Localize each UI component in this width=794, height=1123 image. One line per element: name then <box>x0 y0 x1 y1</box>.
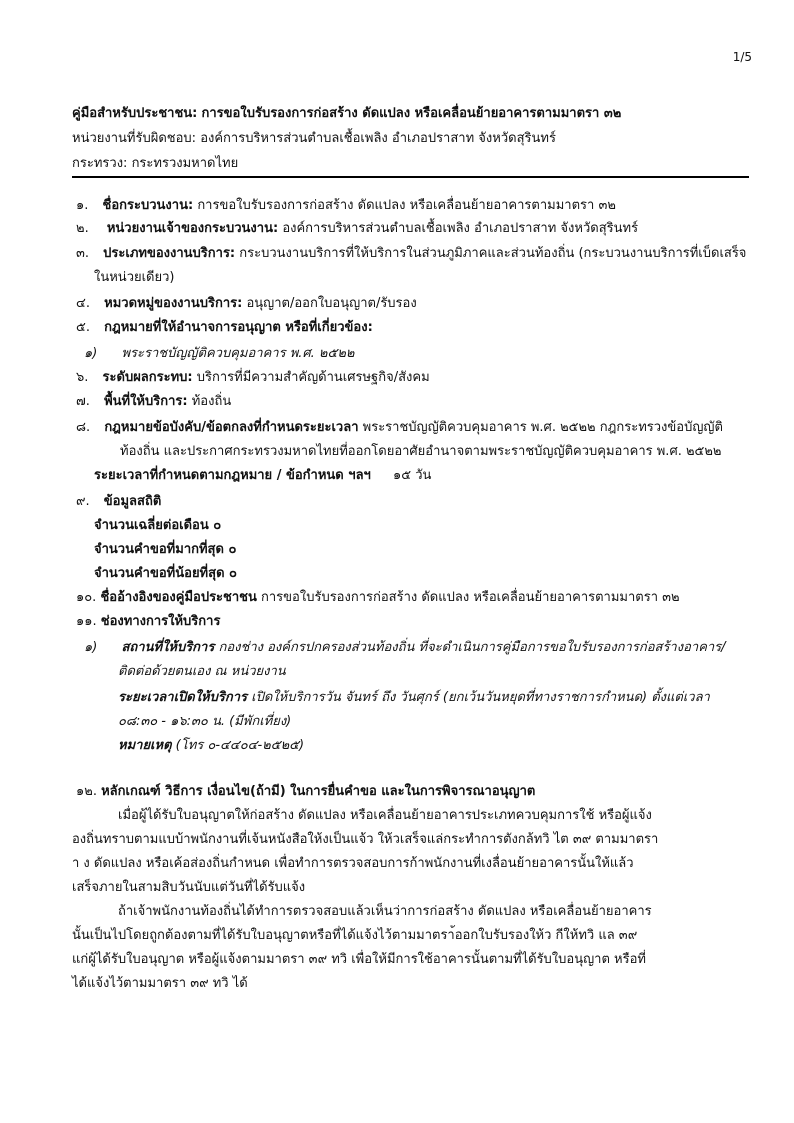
period-label: ระยะเวลาที่กำหนดตามกฎหมาย / ข้อกำหนด ฯลฯ <box>94 468 371 483</box>
criteria-paragraph-2-line-2: นั้นเป็นไปโดยถูกต้องตามที่ได้รับใบอนุญาตหรือที่ได้แจ้งไว้ตามมาตรา้ออกใบรับรองให้ว กีให้ทวิ แล ๓๙ <box>72 928 638 943</box>
item-label: ประเภทของงานบริการ: <box>103 246 236 261</box>
item-label: กฎหมายข้อบังคับ/ข้อตกลงที่กำหนดระยะเวลา <box>104 420 359 435</box>
item-legal-authority <box>76 320 373 336</box>
item-label: หลักเกณฑ์ วิธีการ เงื่อนไข(ถ้ามี) ในการยื่นคำขอ และในการพิจารณาอนุญาต <box>101 784 536 799</box>
channel-hours-cont: ๐๘:๓๐ - ๑๖:๓๐ น. (มีพักเที่ยง) <box>118 714 292 729</box>
criteria-paragraph-1-line-1: เมื่อผู้ได้รับใบอนุญาตให้ก่อสร้าง ดัดแปลง หรือเคลื่อนย้ายอาคารประเภทควบคุมการใช้ หรือผู้แจ้ง <box>118 808 652 823</box>
item-number: ๘. <box>76 420 91 435</box>
item-regulation-period <box>94 468 431 484</box>
ministry-text: กระทรวงมหาดไทย <box>131 156 239 171</box>
sub-text: พระราชบัญญัติควบคุมอาคาร พ.ศ. ๒๕๒๒ <box>121 346 355 361</box>
stat-average: จำนวนเฉลี่ยต่อเดือน ๐ <box>94 518 222 533</box>
item-text: การขอใบรับรองการก่อสร้าง ดัดแปลง หรือเคลื่อนย้ายอาคารตามมาตรา ๓๒ <box>261 590 680 605</box>
item-owner-agency <box>76 221 638 237</box>
document-header <box>72 101 752 176</box>
item-label: ช่องทางการให้บริการ <box>100 614 221 629</box>
criteria-paragraph-1-line-2: องถิ่นทราบตามแบบ้าพนักงานที่เจ้นหนังสือให้งเป็นแจ้ว ให้วเสร็จแล่กระทำการตังกล้ทวิ ไต ๓๙ ตามมาตรา <box>72 832 659 847</box>
item-number: ๒. <box>76 221 89 236</box>
sub-number: ๑) <box>84 640 98 655</box>
item-number: ๕. <box>76 320 90 335</box>
item-text: ท้องถิ่น <box>191 394 232 409</box>
item-impact-level <box>76 370 430 386</box>
item-label: ชื่อกระบวนงาน: <box>102 198 194 213</box>
item-number: ๑๐. <box>76 590 97 605</box>
item-statistics <box>76 494 161 510</box>
period-value: ๑๕ วัน <box>392 468 432 483</box>
item-criteria <box>76 784 535 800</box>
stat-max: จำนวนคำขอที่มากที่สุด ๐ <box>94 542 237 557</box>
agency-text: องค์การบริหารส่วนตำบลเชื้อเพลิง อำเภอปราสาท จังหวัดสุรินทร์ <box>200 131 556 146</box>
item-regulation <box>76 420 723 436</box>
item-service-category <box>76 296 417 312</box>
item-label: กฎหมายที่ให้อำนาจการอนุญาต หรือที่เกี่ยวข้อง: <box>104 320 373 335</box>
item-regulation-cont: ท้องถิ่น และประกาศกระทรวงมหาดไทยที่ออกโดยอาศัยอำนาจตามพระราชบัญญัติควบคุมอาคาร พ.ศ. ๒๕๒๒ <box>120 444 722 459</box>
criteria-paragraph-2-line-4: ได้แจ้งไว้ตามมาตรา ๓๙ ทวิ ได้ <box>72 976 248 991</box>
channel-hours <box>118 690 710 706</box>
agency-label: หน่วยงานที่รับผิดชอบ: <box>72 131 197 146</box>
item-number: ๖. <box>76 370 89 385</box>
location-label: สถานที่ให้บริการ <box>121 640 215 655</box>
stat-min: จำนวนคำขอที่น้อยที่สุด ๐ <box>94 566 237 581</box>
item-number: ๔. <box>76 296 90 311</box>
item-service-channel <box>76 614 220 630</box>
criteria-paragraph-2-line-3: แก่ผู้ได้รับใบอนุญาต หรือผู้แจ้งตามมาตรา ๓๙ ทวิ เพื่อให้มีการใช้อาคารนั้นตามที่ได้รับใบอนุญาต หรือที่ <box>72 952 646 967</box>
channel-location <box>84 640 726 656</box>
item-text: บริการที่มีความสำคัญด้านเศรษฐกิจ/สังคม <box>196 370 430 385</box>
sub-number: ๑) <box>84 346 98 361</box>
hours-text: เปิดให้บริการวัน จันทร์ ถึง วันศุกร์ (ยกเว้นวันหยุดที่ทางราชการกำหนด) ตั้งแต่เวลา <box>251 690 710 705</box>
item-label: ข้อมูลสถิติ <box>103 494 162 509</box>
item-label: ชื่ออ้างอิงของคู่มือประชาชน <box>100 590 257 605</box>
ministry <box>72 151 752 176</box>
item-text: องค์การบริหารส่วนตำบลเชื้อเพลิง อำเภอปราสาท จังหวัดสุรินทร์ <box>282 221 639 236</box>
item-service-type-cont: ในหน่วยเดียว) <box>94 270 175 285</box>
item-label: หน่วยงานเจ้าของกระบวนงาน: <box>106 221 279 236</box>
item-reference-name <box>76 590 680 606</box>
item-service-type <box>76 246 746 262</box>
criteria-paragraph-2-line-1: ถ้าเจ้าพนักงานท้องถิ่นได้ทำการตรวจสอบแล้วเห็นว่าการก่อสร้าง ดัดแปลง หรือเคลื่อนย้ายอาคาร <box>118 904 652 919</box>
ministry-label: กระทรวง: <box>72 156 128 171</box>
responsible-agency <box>72 126 752 151</box>
page-number: 1/5 <box>732 50 752 64</box>
criteria-paragraph-1-line-4: เสร็จภายในสามสิบวันนับแต่วันที่ได้รับแจ้ง <box>72 880 306 895</box>
item-legal-authority-sub <box>84 346 354 362</box>
item-number: ๗. <box>76 394 90 409</box>
note-text: (โทร ๐-๔๔๐๔-๒๕๒๕) <box>175 738 305 753</box>
item-service-area <box>76 394 231 410</box>
item-text: การขอใบรับรองการก่อสร้าง ดัดแปลง หรือเคลื่อนย้ายอาคารตามมาตรา ๓๒ <box>197 198 616 213</box>
item-label: หมวดหมู่ของงานบริการ: <box>104 296 243 311</box>
item-label: พื้นที่ให้บริการ: <box>104 394 188 409</box>
item-process-name <box>76 198 616 214</box>
title-text: การขอใบรับรองการก่อสร้าง ดัดแปลง หรือเคลื่อนย้ายอาคารตามมาตรา ๓๒ <box>201 106 622 121</box>
item-number: ๓. <box>76 246 90 261</box>
item-label: ระดับผลกระทบ: <box>102 370 193 385</box>
hours-label: ระยะเวลาเปิดให้บริการ <box>118 690 248 705</box>
channel-note <box>118 738 304 754</box>
location-text: กองช่าง องค์กรปกครองส่วนท้องถิ่น ที่จะดำเนินการคู่มือการขอใบรับรองการก่อสร้างอาคาร/ <box>218 640 726 655</box>
manual-title <box>72 101 752 126</box>
item-number: ๑. <box>76 198 89 213</box>
criteria-paragraph-1-line-3: า ง ดัดแปลง หรือเค้อส่องถิ่นกำหนด เพื่อทำการตรวจสอบการก้าพนักงานที่เงลื่อนย้ายอาคารนั้นให้แล้ว <box>72 856 634 871</box>
header-divider <box>72 176 749 178</box>
item-text: พระราชบัญญัติควบคุมอาคาร พ.ศ. ๒๕๒๒ กฎกระทรวงข้อบัญญัติ <box>362 420 723 435</box>
item-text: อนุญาต/ออกใบอนุญาต/รับรอง <box>246 296 417 311</box>
channel-location-cont: ติดต่อด้วยตนเอง ณ หน่วยงาน <box>118 664 286 679</box>
item-text: กระบวนงานบริการที่ให้บริการในส่วนภูมิภาคและส่วนท้องถิ่น (กระบวนงานบริการที่เบ็ดเสร็จ <box>239 246 747 261</box>
item-number: ๙. <box>76 494 90 509</box>
title-label: คู่มือสำหรับประชาชน: <box>72 106 198 121</box>
item-number: ๑๒. <box>76 784 97 799</box>
note-label: หมายเหตุ <box>118 738 172 753</box>
item-number: ๑๑. <box>76 614 97 629</box>
